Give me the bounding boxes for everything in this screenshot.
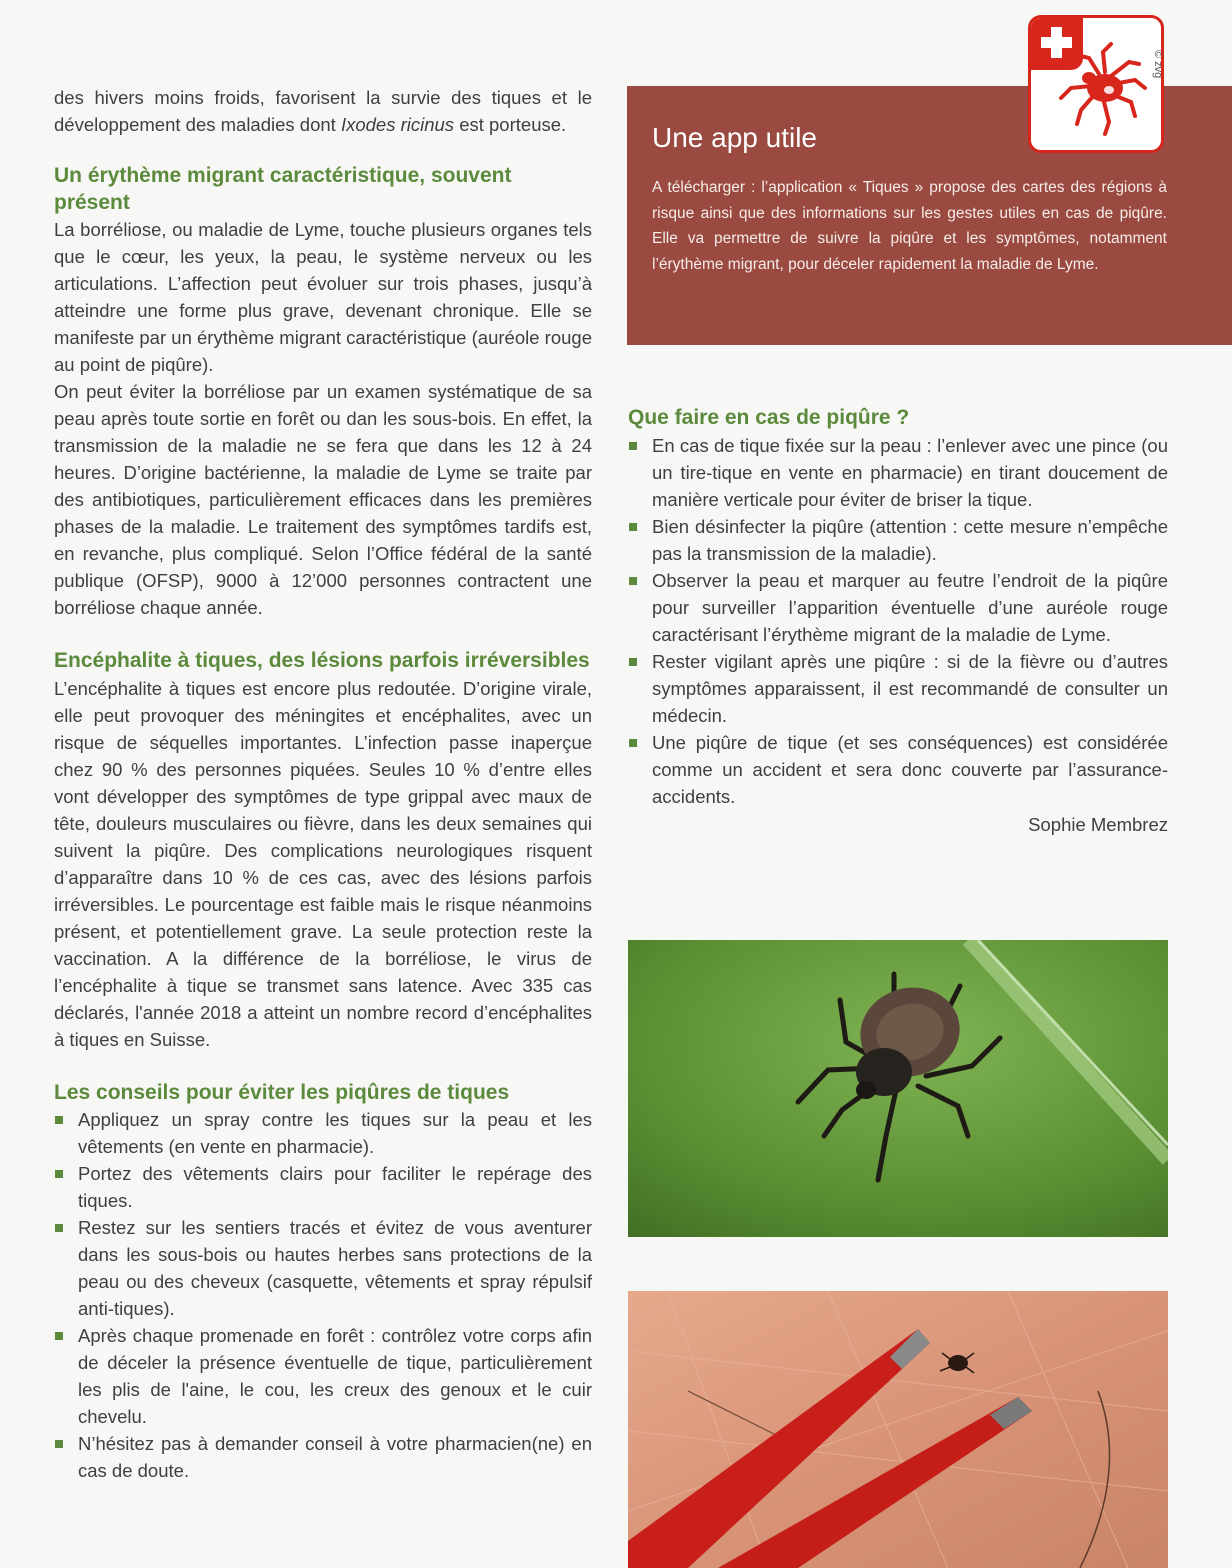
tick-app-logo bbox=[1028, 15, 1164, 153]
list-item: Appliquez un spray contre les tiques sur la peau et les vêtements (en vente en pharmacie). bbox=[54, 1106, 592, 1160]
encephalitis-paragraph: L’encéphalite à tiques est encore plus redoutée. D’origine virale, elle peut provoquer des méningites et encéphalites, avec un risque de séquelles importantes. L’infection passe inaperçue chez 90 % des personnes piquées. Seules 10 % d’entre elles vont développer des symptômes de type grippal avec maux de tête, douleurs musculaires ou fièvre, dans les deux semaines qui suivent la piqûre. Des complications neurologiques risquent d’apparaître dans 10 % de ces cas, avec des lésions parfois irréversibles. Le pourcentage est faible mais le risque néanmoins présent, et potentiellement grave. La seule protection reste la vaccination. A la différence de la borréliose, le virus de l’encéphalite à tique se transmet sans latence. Avec 335 cas déclarés, l'année 2018 a atteint un nombre record d’encéphalites à tiques en Suisse. bbox=[54, 677, 592, 1050]
section-title-lyme: Un érythème migrant caractéristique, souvent présent bbox=[54, 164, 512, 214]
species-name: Ixodes ricinus bbox=[340, 114, 455, 135]
intro-paragraph: des hivers moins froids, favorisent la survie des tiques et le développement des maladies dont Ixodes ricinus est porteuse. bbox=[54, 87, 592, 135]
list-item: Restez sur les sentiers tracés et évitez de vous aventurer dans les sous-bois ou hautes herbes sans protections de la peau ou des cheveux (casquette, vêtements et spray répulsif anti-tiques). bbox=[54, 1214, 592, 1322]
section-title-encephalitis: Encéphalite à tiques, des lésions parfois irréversibles bbox=[54, 649, 590, 672]
list-item: Après chaque promenade en forêt : contrôlez votre corps afin de déceler la présence éventuelle de tique, particulièrement les plis de l'aine, le cou, les creux des genoux et le cuir chevelu. bbox=[54, 1322, 592, 1430]
photo-tweezers-tick bbox=[628, 1291, 1168, 1568]
app-box-text: A télécharger : l’application « Tiques » propose des cartes des régions à risque ainsi que des informations sur les gestes utiles en cas de piqûre. Elle va permettre de suivre la piqûre et les symptômes, notamment l’érythème migrant, pour déceler rapidement la maladie de Lyme. bbox=[652, 179, 1167, 273]
right-column bbox=[628, 405, 1168, 838]
list-item: Bien désinfecter la piqûre (attention : cette mesure n’empêche pas la transmission de la maladie). bbox=[628, 513, 1168, 567]
list-item: En cas de tique fixée sur la peau : l’enlever avec une pince (ou un tire-tique en vente en pharmacie) en tirant doucement de manière verticale pour éviter de briser la tique. bbox=[628, 432, 1168, 513]
list-item: Une piqûre de tique (et ses conséquences) est considérée comme un accident et sera donc couverte par l’assurance-accidents. bbox=[628, 729, 1168, 810]
list-item: N’hésitez pas à demander conseil à votre pharmacien(ne) en cas de doute. bbox=[54, 1430, 592, 1484]
list-item: Portez des vêtements clairs pour faciliter le repérage des tiques. bbox=[54, 1160, 592, 1214]
list-item: Rester vigilant après une piqûre : si de la fièvre ou d’autres symptômes apparaissent, il est recommandé de consulter un médecin. bbox=[628, 648, 1168, 729]
tick-icon bbox=[1031, 18, 1161, 150]
lyme-paragraph-2: On peut éviter la borréliose par un examen systématique de sa peau après toute sortie en forêt ou dan les sous-bois. En effet, la transmission de la maladie ne se fera que dans les 12 à 24 heures. D’origine bactérienne, la maladie de Lyme se traite par des antibiotiques, particulièrement efficaces dans les premières phases de la maladie. Le traitement des symptômes tardifs est, en revanche, plus compliqué. Selon l’Office fédéral de la santé publique (OFSP), 9000 à 12’000 personnes contractent une borréliose chaque année. bbox=[54, 381, 592, 618]
tips-list bbox=[54, 1106, 592, 1484]
list-item: Observer la peau et marquer au feutre l’endroit de la piqûre pour surveiller l’apparition éventuelle d’une auréole rouge caractérisant l’érythème migrant de la maladie de Lyme. bbox=[628, 567, 1168, 648]
bite-list bbox=[628, 432, 1168, 810]
author-name: Sophie Membrez bbox=[1028, 813, 1168, 835]
section-title-tips: Les conseils pour éviter les piqûres de tiques bbox=[54, 1080, 510, 1104]
left-column bbox=[54, 84, 592, 1484]
photo-tick-on-leaf bbox=[628, 940, 1168, 1237]
lyme-paragraph-1: La borréliose, ou maladie de Lyme, touche plusieurs organes tels que le cœur, les yeux, la peau, le système nerveux ou les articulations. L’affection peut évoluer sur trois phases, jusqu’à atteindre une forme plus grave, devenant chronique. Elle se manifeste par un érythème migrant caractéristique (auréole rouge au point de piqûre). bbox=[54, 219, 592, 375]
app-box-title: Une app utile bbox=[652, 122, 818, 153]
copyright-note: © zvg bbox=[1152, 50, 1164, 79]
section-title-bite: Que faire en cas de piqûre ? bbox=[628, 406, 910, 429]
